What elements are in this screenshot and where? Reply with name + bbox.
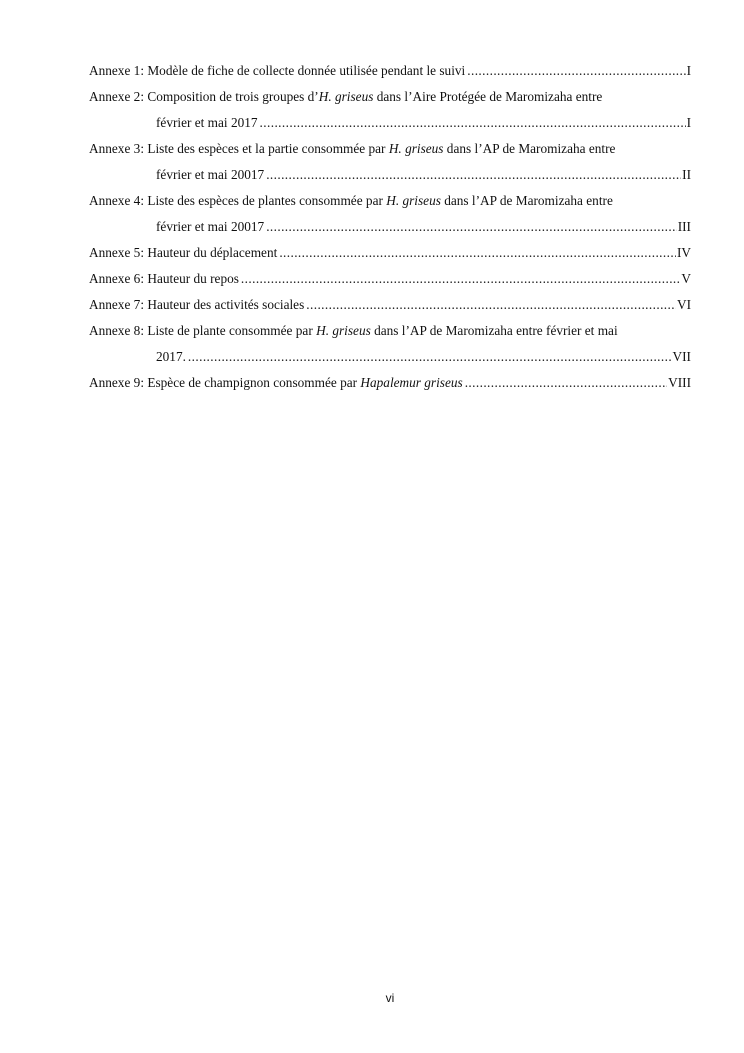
- species-name: H. griseus: [316, 323, 371, 338]
- title-text: Annexe 7: Hauteur des activités sociales: [89, 297, 305, 312]
- title-text: Annexe 3: Liste des espèces et la partie consommée par: [89, 141, 389, 156]
- toc-entry[interactable]: [89, 136, 691, 188]
- toc-page-number: I: [686, 115, 691, 130]
- toc-entry-line: [89, 240, 691, 266]
- dot-leader: [266, 162, 681, 188]
- dot-leader: [188, 344, 672, 370]
- title-text: 2017.: [156, 349, 186, 364]
- toc-entry-title: [89, 240, 277, 266]
- toc-entry-title: [89, 266, 239, 292]
- title-text: Annexe 6: Hauteur du repos: [89, 271, 239, 286]
- toc-entry[interactable]: [89, 292, 691, 318]
- toc-entry-line: [89, 344, 691, 370]
- title-text: Annexe 9: Espèce de champignon consommée par: [89, 375, 361, 390]
- title-text: Annexe 5: Hauteur du déplacement: [89, 245, 278, 260]
- dot-leader: [465, 370, 667, 396]
- page-number: vi: [385, 991, 395, 1005]
- title-text: Annexe 1: Modèle de fiche de collecte donnée utilisée pendant le suivi: [89, 63, 466, 78]
- toc-entry[interactable]: [89, 188, 691, 240]
- dot-leader: [467, 58, 685, 84]
- species-name: H. griseus: [386, 193, 441, 208]
- toc-entry-line: [89, 292, 691, 318]
- title-text: dans l’Aire Protégée de Maromizaha entre: [373, 89, 603, 104]
- toc-entry[interactable]: [89, 58, 691, 84]
- toc-entry-title: [89, 318, 618, 344]
- toc-entry-line: [89, 188, 691, 214]
- title-text: février et mai 20017: [156, 167, 265, 182]
- title-text: dans l’AP de Maromizaha entre février et mai: [370, 323, 618, 338]
- toc-entry-title: [156, 110, 258, 136]
- toc-page-number: VIII: [668, 375, 691, 390]
- toc-entry-line: [89, 136, 691, 162]
- toc-entry-line: [89, 318, 691, 344]
- toc-entry-title: [156, 162, 264, 188]
- title-text: février et mai 2017: [156, 115, 258, 130]
- toc-entry-title: [89, 58, 465, 84]
- dot-leader: [306, 292, 676, 318]
- toc-entry-line: [89, 110, 691, 136]
- toc-entry[interactable]: [89, 370, 691, 396]
- dot-leader: [266, 214, 677, 240]
- toc-page-number: III: [677, 219, 691, 234]
- species-name: H. griseus: [388, 141, 444, 156]
- toc-entry-line: [89, 370, 691, 396]
- toc-page-number: IV: [676, 245, 691, 260]
- toc-entry[interactable]: [89, 84, 691, 136]
- toc-entry-line: [89, 58, 691, 84]
- toc-entry-title: [89, 84, 602, 110]
- dot-leader: [241, 266, 680, 292]
- toc-entry[interactable]: [89, 266, 691, 292]
- title-text: dans l’AP de Maromizaha entre: [440, 193, 613, 208]
- species-name: Hapalemur griseus: [360, 375, 463, 390]
- toc-entry-title: [89, 188, 613, 214]
- title-text: dans l’AP de Maromizaha entre: [443, 141, 616, 156]
- toc-entry[interactable]: [89, 240, 691, 266]
- annex-list: [89, 58, 691, 396]
- title-text: Annexe 8: Liste de plante consommée par: [89, 323, 317, 338]
- dot-leader: [260, 110, 686, 136]
- toc-page-number: VI: [676, 297, 691, 312]
- toc-entry[interactable]: [89, 318, 691, 370]
- toc-entry-line: [89, 84, 691, 110]
- dot-leader: [279, 240, 676, 266]
- toc-page-number: VII: [672, 349, 691, 364]
- toc-entry-title: [89, 370, 463, 396]
- toc-entry-title: [156, 344, 186, 370]
- toc-page-number: II: [682, 167, 691, 182]
- title-text: Annexe 2: Composition de trois groupes d’: [89, 89, 319, 104]
- toc-entry-title: [89, 292, 304, 318]
- toc-entry-title: [156, 214, 264, 240]
- toc-page-number: V: [681, 271, 691, 286]
- title-text: Annexe 4: Liste des espèces de plantes consommée par: [89, 193, 387, 208]
- toc-entry-title: [89, 136, 615, 162]
- species-name: H. griseus: [318, 89, 374, 104]
- title-text: février et mai 20017: [156, 219, 265, 234]
- toc-page-number: I: [686, 63, 691, 78]
- toc-entry-line: [89, 214, 691, 240]
- toc-entry-line: [89, 162, 691, 188]
- toc-entry-line: [89, 266, 691, 292]
